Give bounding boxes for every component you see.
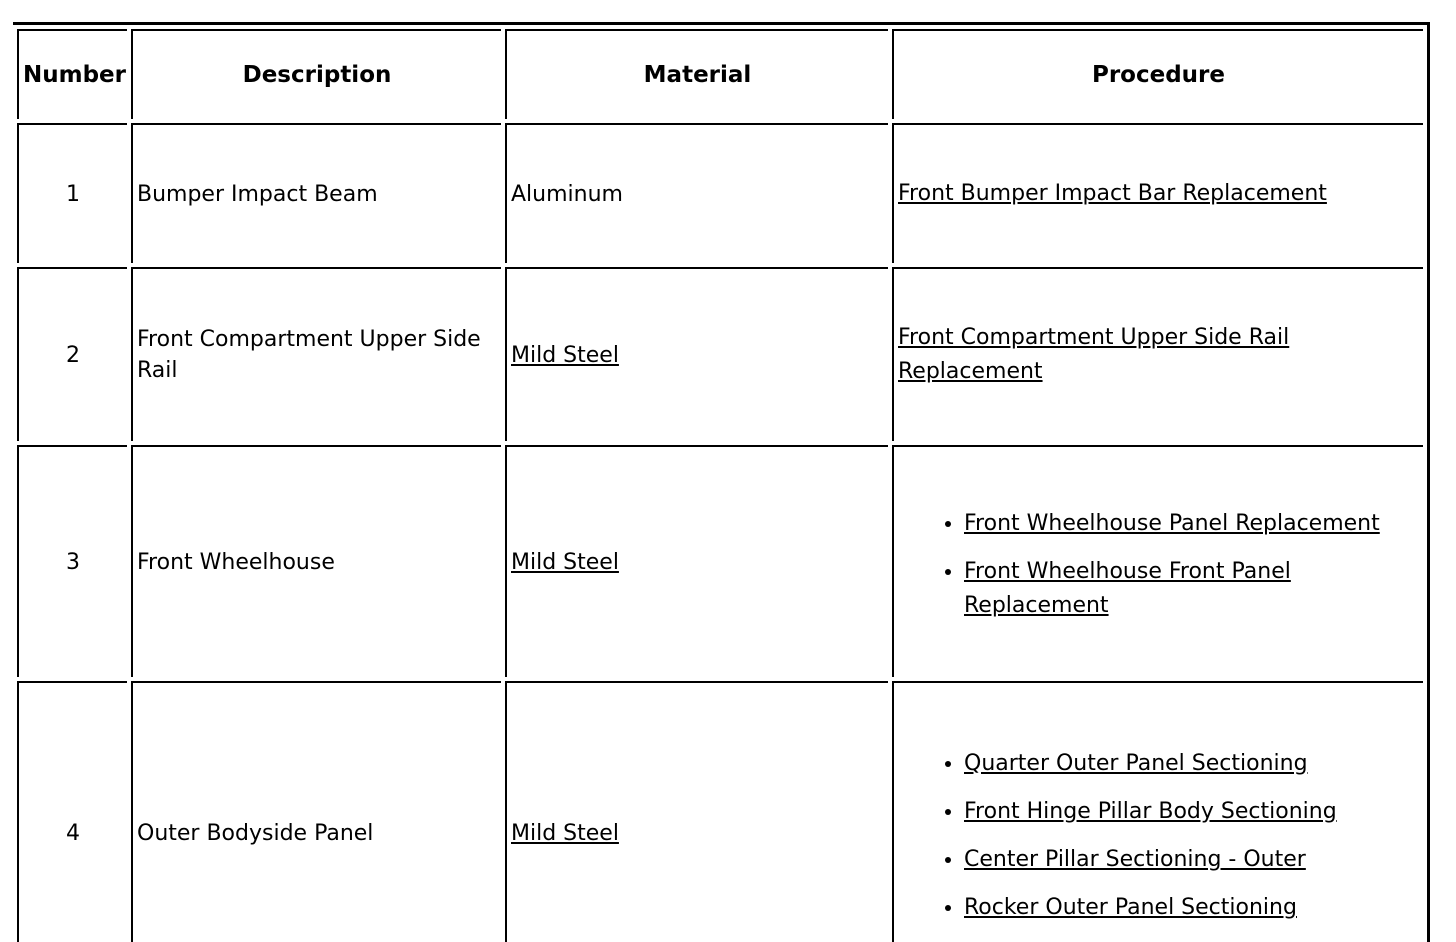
procedure-link[interactable]: Front Compartment Upper Side Rail Replacement <box>898 325 1290 384</box>
row-material <box>505 445 888 677</box>
list-item <box>964 843 1419 877</box>
table-row <box>17 445 1423 677</box>
row-description: Bumper Impact Beam <box>131 123 501 263</box>
procedure-list <box>898 747 1419 925</box>
procedure-link[interactable]: Front Hinge Pillar Body Sectioning <box>964 799 1337 824</box>
header-row <box>17 29 1423 119</box>
row-number: 3 <box>17 445 127 677</box>
procedure-link[interactable]: Front Wheelhouse Panel Replacement <box>964 511 1380 536</box>
header-number: Number <box>17 29 127 119</box>
list-item <box>964 747 1419 781</box>
row-number: 1 <box>17 123 127 263</box>
procedure-link[interactable]: Quarter Outer Panel Sectioning <box>964 751 1308 776</box>
row-procedure <box>892 445 1423 677</box>
row-material: Aluminum <box>505 123 888 263</box>
row-number: 2 <box>17 267 127 441</box>
row-number: 4 <box>17 681 127 942</box>
procedure-link[interactable]: Front Bumper Impact Bar Replacement <box>898 181 1327 206</box>
row-procedure <box>892 123 1423 263</box>
table-row <box>17 267 1423 441</box>
procedure-link[interactable]: Rocker Outer Panel Sectioning <box>964 895 1297 920</box>
procedure-link[interactable]: Center Pillar Sectioning - Outer <box>964 847 1306 872</box>
list-item <box>964 555 1419 623</box>
procedure-list <box>898 507 1419 623</box>
procedure-link[interactable]: Front Wheelhouse Front Panel Replacement <box>964 559 1291 618</box>
table-row <box>17 123 1423 263</box>
material-link[interactable]: Mild Steel <box>511 342 619 368</box>
header-description: Description <box>131 29 501 119</box>
row-procedure <box>892 267 1423 441</box>
row-procedure <box>892 681 1423 942</box>
row-description: Outer Bodyside Panel <box>131 681 501 942</box>
header-material: Material <box>505 29 888 119</box>
parts-table <box>13 22 1430 942</box>
row-material <box>505 267 888 441</box>
list-item <box>964 795 1419 829</box>
parts-table-container <box>17 24 1423 942</box>
row-description: Front Wheelhouse <box>131 445 501 677</box>
row-material <box>505 681 888 942</box>
material-link[interactable]: Mild Steel <box>511 549 619 575</box>
list-item <box>964 507 1419 541</box>
header-procedure: Procedure <box>892 29 1423 119</box>
list-item <box>964 891 1419 925</box>
row-description: Front Compartment Upper Side Rail <box>131 267 501 441</box>
table-row <box>17 681 1423 942</box>
material-link[interactable]: Mild Steel <box>511 820 619 846</box>
